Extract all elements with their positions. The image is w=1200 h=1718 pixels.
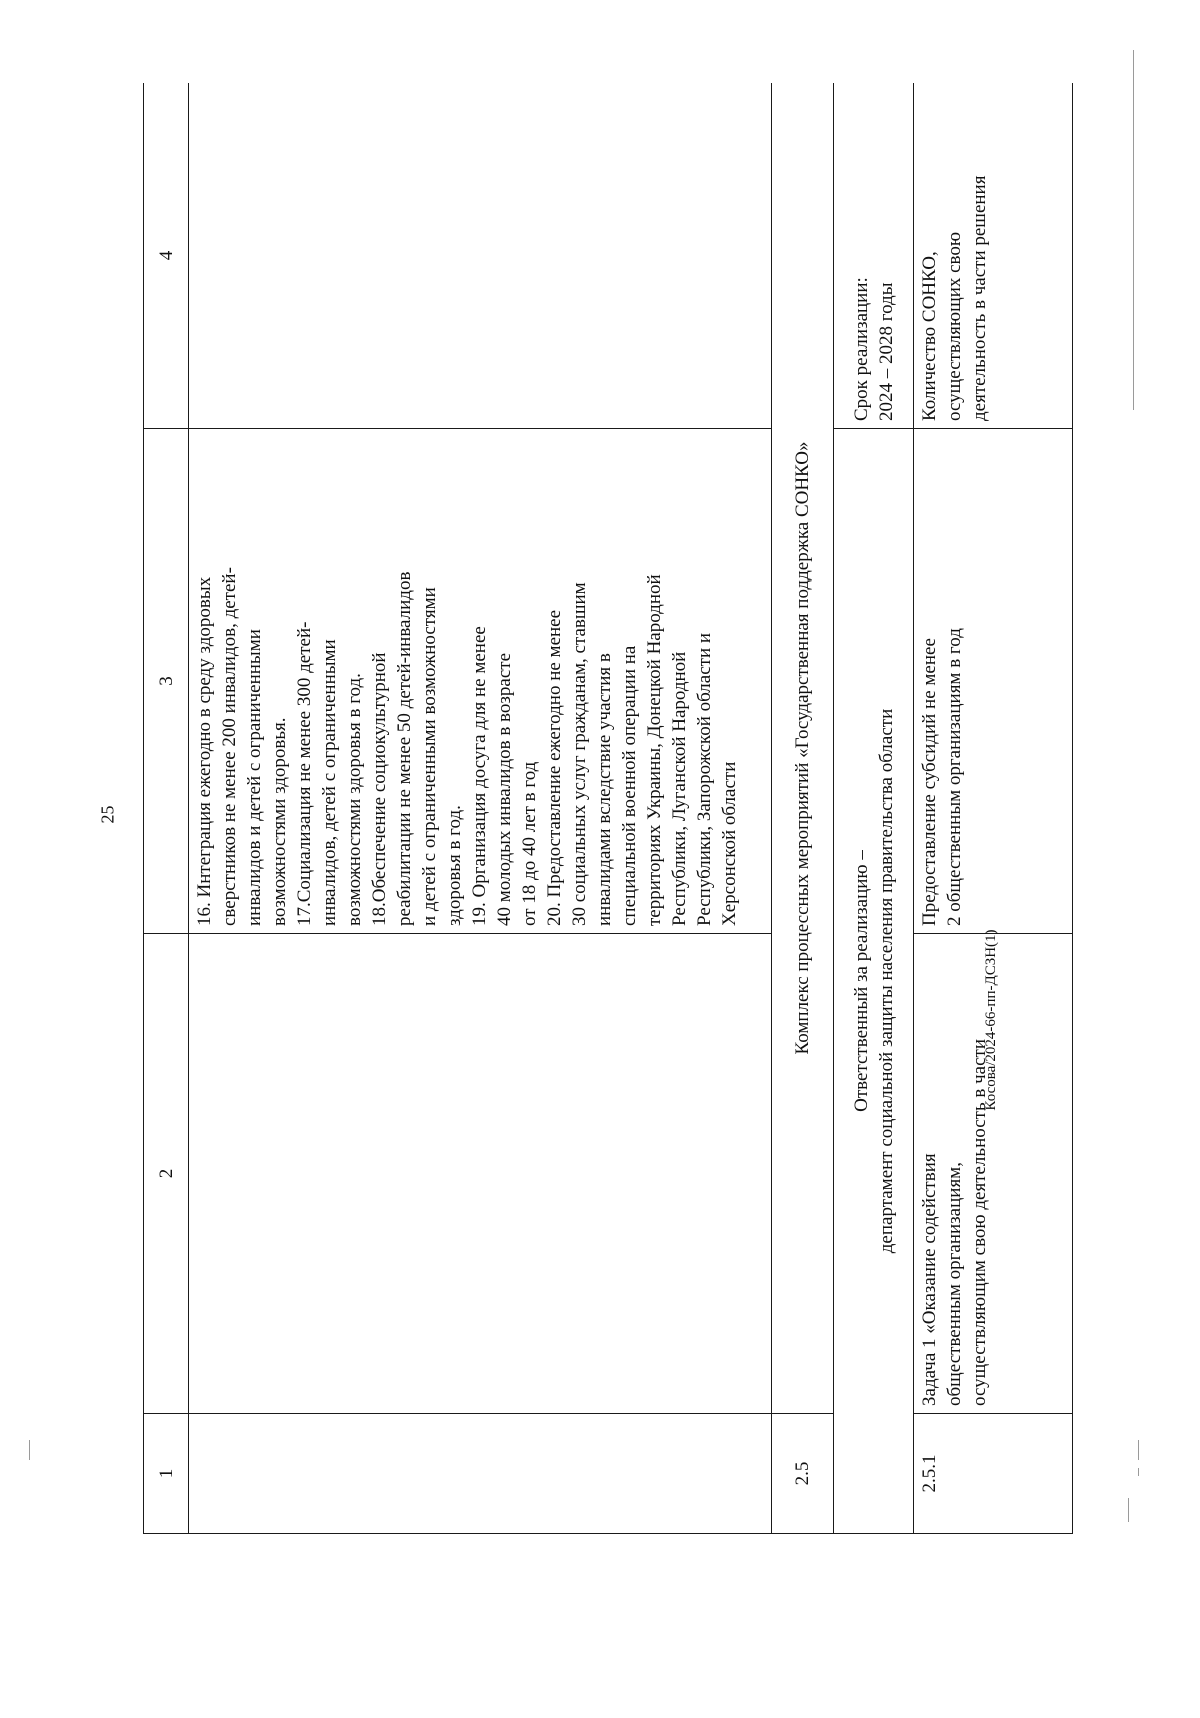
- result-line: и детей с ограниченными возможностями: [419, 587, 440, 926]
- result-line: инвалидов и детей с ограниченными: [244, 629, 265, 926]
- responsible-department: департамент социальной защиты населения правительства области: [875, 708, 897, 1254]
- period-label: Срок реализации:: [850, 277, 872, 421]
- task-indicator: [914, 83, 1073, 429]
- task-indicator-line: деятельность в части решения: [969, 175, 990, 421]
- column-header-4: 4: [144, 83, 189, 429]
- period-value: 2024 – 2028 годы: [875, 282, 897, 421]
- scan-edge-mark: [1138, 1468, 1139, 1476]
- result-line: 20. Предоставление ежегодно не менее: [544, 609, 565, 926]
- result-line: от 18 до 40 лет в год: [519, 761, 540, 926]
- scan-edge-mark: [1138, 1440, 1139, 1460]
- result-line: 18.Обеспечение социокультурной: [369, 652, 390, 926]
- result-line: инвалидами вследствие участия в: [594, 653, 615, 926]
- result-line: 40 молодых инвалидов в возрасте: [494, 652, 515, 926]
- result-line: Республики, Луганской Народной: [669, 651, 690, 926]
- measures-col2: [189, 934, 772, 1414]
- scan-edge-line: [1133, 50, 1134, 410]
- result-line: возможностями здоровья в год.: [344, 673, 365, 926]
- column-header-1: 1: [144, 1414, 189, 1534]
- result-line: 30 социальных услуг гражданам, ставшим: [569, 582, 590, 926]
- responsible-cell: [834, 429, 914, 1534]
- document-code: Косова/2024-66-пп-ДСЗН(1): [983, 929, 999, 1111]
- result-line: специальной военной операции на: [619, 645, 640, 926]
- result-line: 16. Интеграция ежегодно в среду здоровых: [194, 576, 215, 926]
- measures-row: [189, 83, 772, 1534]
- result-line: реабилитации не менее 50 детей-инвалидов: [394, 571, 415, 926]
- section-number: 2.5: [772, 1414, 834, 1534]
- period-cell: [834, 83, 914, 429]
- responsible-row: [834, 83, 914, 1534]
- section-row: [772, 83, 834, 1534]
- measures-results-cell: [189, 429, 772, 934]
- measures-col1: [189, 1414, 772, 1534]
- column-header-2: 2: [144, 934, 189, 1414]
- task-row: [914, 83, 1073, 1534]
- section-title: Комплекс процессных мероприятий «Государственная поддержка СОНКО»: [772, 83, 834, 1414]
- result-line: возможностями здоровья.: [269, 717, 290, 926]
- task-line: осуществляющим свою деятельность в части: [969, 1039, 990, 1406]
- result-line: инвалидов, детей с ограниченными: [319, 639, 340, 926]
- task-indicator-line: Количество СОНКО,: [919, 251, 940, 421]
- result-line: Херсонской области: [719, 761, 740, 926]
- measures-col4: [189, 83, 772, 429]
- result-line: территориях Украины, Донецкой Народной: [644, 574, 665, 926]
- task-result-line: Предоставление субсидий не менее: [919, 638, 940, 926]
- column-header-3: 3: [144, 429, 189, 934]
- result-line: 19. Организация досуга для не менее: [469, 626, 490, 926]
- task-result-line: 2 общественным организациям в год: [944, 628, 965, 926]
- program-table: [143, 83, 1073, 1534]
- task-line: общественным организациям,: [944, 1162, 965, 1406]
- responsible-label: Ответственный за реализацию –: [850, 850, 872, 1112]
- result-line: 17.Социализация не менее 300 детей-: [294, 621, 315, 926]
- result-line: Республики, Запорожской области и: [694, 632, 715, 926]
- scan-edge-mark: [1128, 1498, 1129, 1522]
- rotated-document: [143, 83, 1073, 1534]
- result-line: сверстников не менее 200 инвалидов, детей-: [219, 567, 240, 926]
- column-number-row: [144, 83, 189, 1534]
- scan-edge-mark: [29, 1440, 30, 1460]
- page-number: 25: [97, 805, 118, 824]
- task-indicator-line: осуществляющих свою: [944, 231, 965, 421]
- result-line: здоровья в год.: [444, 805, 465, 926]
- task-number: 2.5.1: [914, 1414, 1073, 1534]
- task-line: Задача 1 «Оказание содействия: [919, 1153, 940, 1406]
- table-viewport: [143, 83, 1073, 1534]
